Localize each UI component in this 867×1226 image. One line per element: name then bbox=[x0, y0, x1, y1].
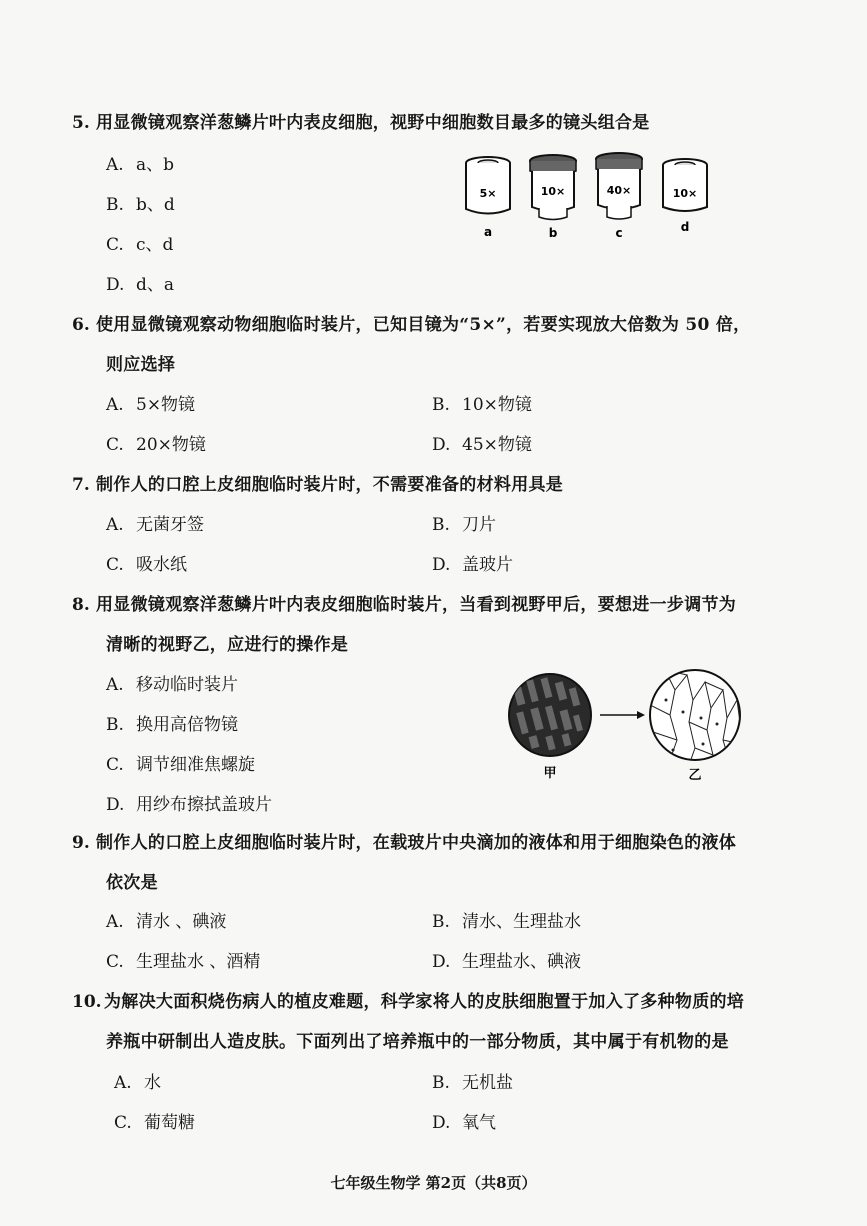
option-a: A. a、b bbox=[106, 155, 175, 175]
option-d: D. 用纱布擦拭盖玻片 bbox=[106, 795, 272, 815]
lens-label: 5× bbox=[479, 187, 497, 200]
option-a: A. 移动临时装片 bbox=[106, 675, 238, 695]
left-view-label: 甲 bbox=[543, 766, 557, 781]
question-text: 为解决大面积烧伤病人的植皮难题，科学家将人的皮肤细胞置于加入了多种物质的培 bbox=[104, 992, 745, 1012]
question-text-continued: 依次是 bbox=[106, 873, 158, 893]
question-8 bbox=[72, 590, 736, 615]
right-view-label: 乙 bbox=[688, 768, 702, 783]
question-text: 制作人的口腔上皮细胞临时装片时，不需要准备的材料用具是 bbox=[96, 475, 564, 495]
question-number: 8. bbox=[72, 595, 90, 615]
option-d: D. d、a bbox=[106, 275, 175, 295]
question-text-continued: 则应选择 bbox=[106, 355, 176, 375]
option-b: B. 刀片 bbox=[432, 515, 496, 535]
lens-label: 40× bbox=[606, 184, 632, 197]
question-number: 6. bbox=[72, 315, 90, 335]
lens-letter: c bbox=[615, 226, 623, 240]
option-c: C. 调节细准焦螺旋 bbox=[106, 755, 255, 775]
question-9 bbox=[72, 828, 736, 853]
option-b: B. 10×物镜 bbox=[432, 395, 532, 415]
lens-label: 10× bbox=[540, 185, 566, 198]
option-b: B. 无机盐 bbox=[432, 1073, 513, 1093]
option-d: D. 氧气 bbox=[432, 1113, 496, 1133]
lens-letter: b bbox=[548, 226, 558, 240]
question-6 bbox=[72, 310, 750, 335]
lens-label: 10× bbox=[672, 187, 698, 200]
question-text: 用显微镜观察洋葱鳞片叶内表皮细胞临时装片，当看到视野甲后，要想进一步调节为 bbox=[96, 595, 737, 615]
option-a: A. 水 bbox=[114, 1073, 161, 1093]
lens-figure bbox=[455, 145, 730, 240]
blurry-view-icon bbox=[509, 674, 591, 756]
question-text: 制作人的口腔上皮细胞临时装片时，在载玻片中央滴加的液体和用于细胞染色的液体 bbox=[96, 833, 737, 853]
option-a: A. 无菌牙签 bbox=[106, 515, 204, 535]
lens-letter: d bbox=[680, 220, 690, 234]
lens-c-icon bbox=[596, 153, 642, 240]
arrow-right-icon bbox=[600, 711, 645, 719]
lens-b-icon bbox=[530, 155, 576, 240]
option-a: A. 清水 、碘液 bbox=[106, 912, 227, 932]
question-5 bbox=[72, 108, 650, 133]
option-d: D. 45×物镜 bbox=[432, 435, 532, 455]
option-a: A. 5×物镜 bbox=[106, 395, 196, 415]
question-text: 使用显微镜观察动物细胞临时装片，已知目镜为“5×”，若要实现放大倍数为 50 倍， bbox=[96, 315, 751, 335]
question-number: 7. bbox=[72, 475, 90, 495]
option-c: C. c、d bbox=[106, 235, 174, 255]
option-c: C. 葡萄糖 bbox=[114, 1113, 195, 1133]
question-7 bbox=[72, 470, 563, 495]
option-d: D. 生理盐水、碘液 bbox=[432, 952, 581, 972]
option-b: B. 换用高倍物镜 bbox=[106, 715, 238, 735]
option-b: B. 清水、生理盐水 bbox=[432, 912, 581, 932]
option-c: C. 生理盐水 、酒精 bbox=[106, 952, 261, 972]
question-number: 5. bbox=[72, 113, 90, 133]
option-c: C. 吸水纸 bbox=[106, 555, 187, 575]
lens-a-icon bbox=[466, 157, 510, 239]
lens-d-icon bbox=[663, 159, 707, 234]
option-c: C. 20×物镜 bbox=[106, 435, 206, 455]
question-text-continued: 清晰的视野乙，应进行的操作是 bbox=[106, 635, 349, 655]
question-10 bbox=[72, 987, 744, 1012]
page-footer: 七年级生物学 第2页（共8页） bbox=[330, 1174, 537, 1192]
question-text-continued: 养瓶中研制出人造皮肤。下面列出了培养瓶中的一部分物质，其中属于有机物的是 bbox=[106, 1032, 729, 1052]
microscope-view-figure bbox=[505, 660, 755, 785]
option-b: B. b、d bbox=[106, 195, 175, 215]
question-text: 用显微镜观察洋葱鳞片叶内表皮细胞，视野中细胞数目最多的镜头组合是 bbox=[96, 113, 650, 133]
clear-view-icon bbox=[650, 670, 741, 765]
option-d: D. 盖玻片 bbox=[432, 555, 513, 575]
question-number: 9. bbox=[72, 833, 90, 853]
lens-letter: a bbox=[483, 225, 493, 239]
question-number: 10. bbox=[72, 992, 102, 1012]
